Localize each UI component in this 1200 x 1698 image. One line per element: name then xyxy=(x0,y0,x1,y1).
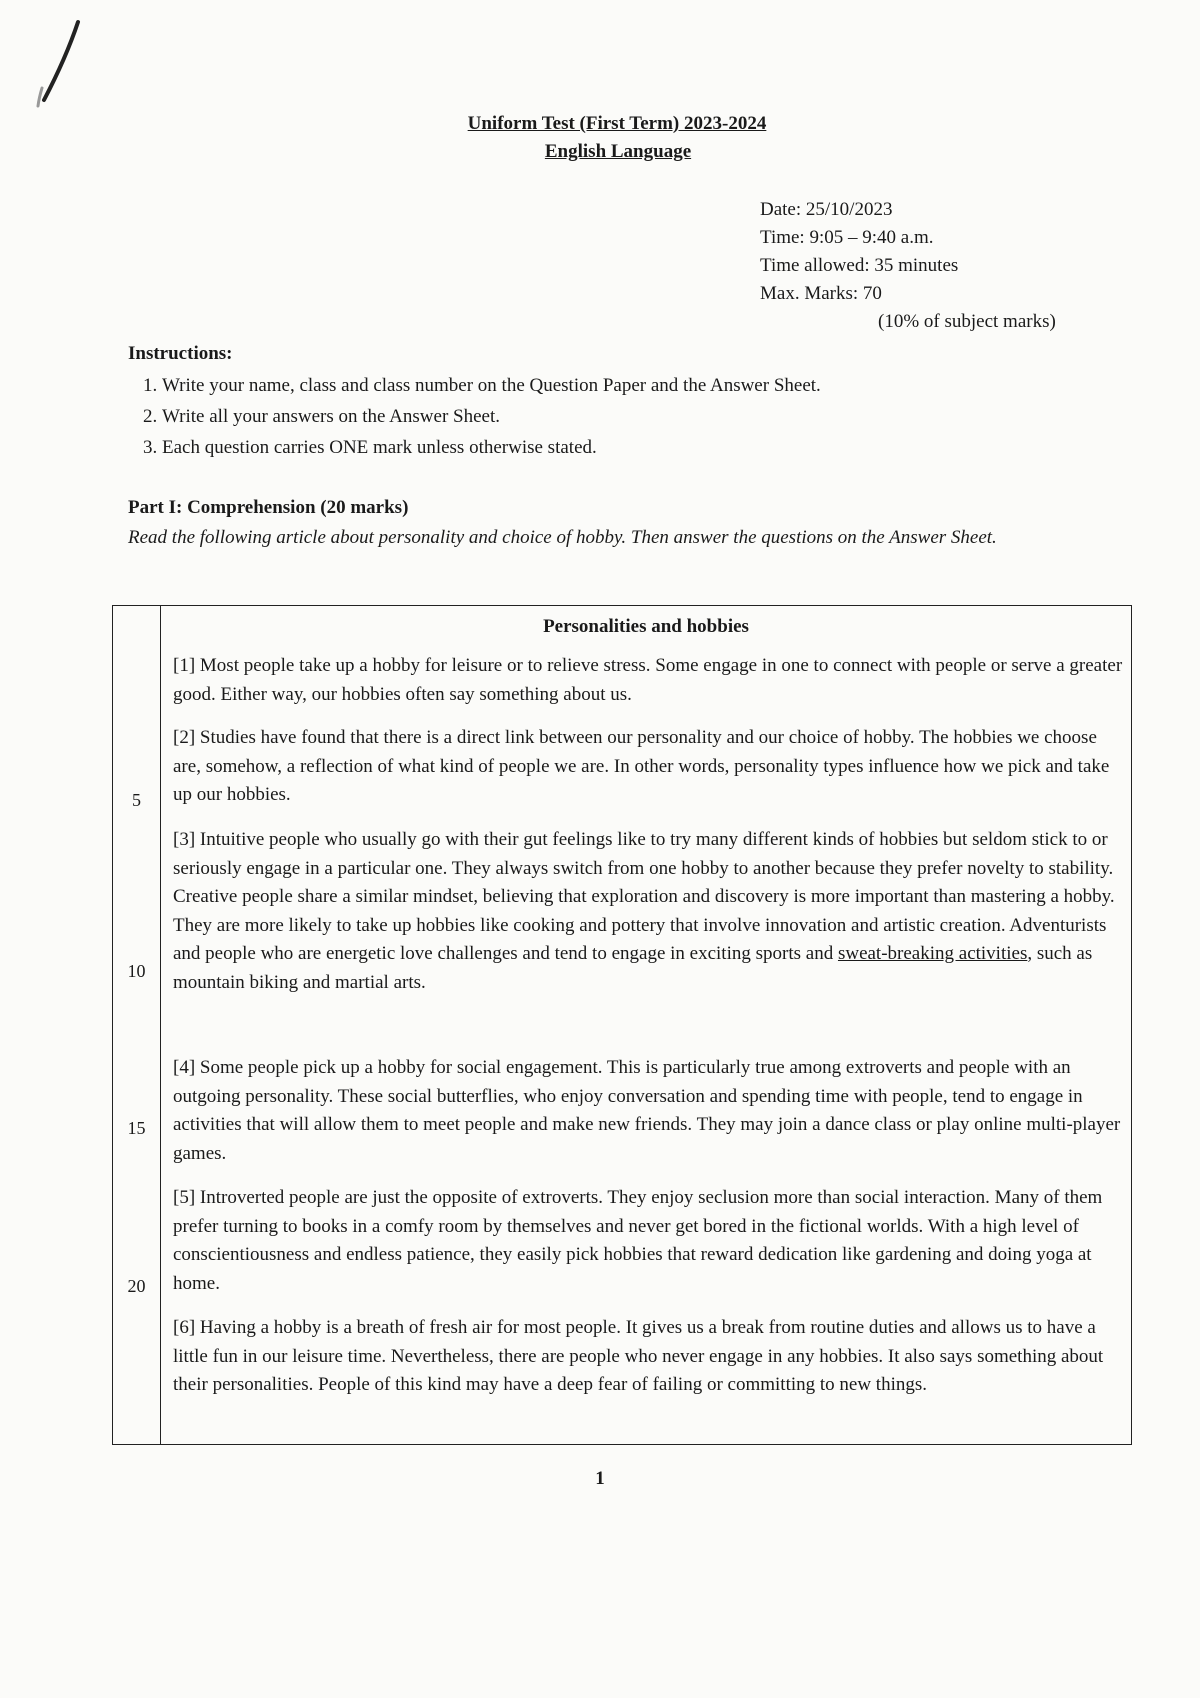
line-number-gutter xyxy=(160,606,161,1444)
time-allowed: Time allowed: 35 minutes xyxy=(760,255,959,276)
passage-box xyxy=(112,605,1132,1445)
line-number: 5 xyxy=(132,790,141,810)
exam-header xyxy=(0,110,1200,166)
paragraph-5: [5] Introverted people are just the opposite of extroverts. They enjoy seclusion more than social interaction. Many of them prefer turning to books in a comfy room by themselves and never get bored in the fictional worlds. With a high level of conscientiousness and endless patience, they easily pick hobbies that reward dedication like gardening and doing yoga at home. xyxy=(173,1187,1103,1294)
part1-direction: Read the following article about personality and choice of hobby. Then answer the questions on the Answer Sheet. xyxy=(128,527,997,548)
instructions-section xyxy=(128,340,1108,463)
underlined-phrase: sweat-breaking activities xyxy=(837,943,1028,964)
instructions-heading: Instructions: xyxy=(128,343,233,364)
instruction-item: 1. Write your name, class and class number on the Question Paper and the Answer Sheet. xyxy=(162,370,1108,401)
exam-time: Time: 9:05 – 9:40 a.m. xyxy=(760,227,934,248)
passage-title: Personalities and hobbies xyxy=(543,616,749,637)
subject-percent: (10% of subject marks) xyxy=(878,311,1056,332)
exam-subject: English Language xyxy=(544,141,692,162)
instruction-item: 2. Write all your answers on the Answer Sheet. xyxy=(162,401,1108,432)
instruction-item: 3. Each question carries ONE mark unless otherwise stated. xyxy=(162,432,1108,463)
paragraph-3-end: , such as mountain biking and martial arts. xyxy=(173,943,1093,993)
part1-section xyxy=(128,494,1118,552)
paragraph-2: [2] Studies have found that there is a direct link between our personality and our choice of hobby. The hobbies we choose are, somehow, a reflection of what kind of people we are. In other words, personality types influence how we pick and take up our hobbies. xyxy=(173,727,1110,805)
paragraph-4: [4] Some people pick up a hobby for social engagement. This is particularly true among extroverts and people with an outgoing personality. These social butterflies, who enjoy conversation and spending time with people, tend to engage in activities that will allow them to meet people and make new friends. They may join a dance class or play online multi-player games. xyxy=(173,1057,1121,1164)
pen-stroke-mark xyxy=(36,18,96,108)
line-number: 10 xyxy=(127,961,146,981)
line-number: 20 xyxy=(127,1276,146,1296)
instructions-list xyxy=(128,370,1108,463)
paragraph-3 xyxy=(173,826,1123,997)
page-number: 1 xyxy=(595,1468,605,1489)
max-marks: Max. Marks: 70 xyxy=(760,283,882,304)
paragraph-3-text: [3] Intuitive people who usually go with their gut feelings like to try many different kinds of hobbies but seldom stick to or seriously engage in a particular one. They always switch from one hobby to another because they prefer novelty to stability. Creative people share a similar mindset, believing that exploration and discovery is more important than mastering a hobby. They are more likely to take up hobbies like cooking and pottery that involve innovation and artistic creation. Adventurists and people who are energetic love challenges and tend to engage in exciting sports and xyxy=(173,829,1115,964)
paragraph-6: [6] Having a hobby is a breath of fresh air for most people. It gives us a break from routine duties and allows us to have a little fun in our leisure time. Nevertheless, there are people who never engage in any hobbies. It also says something about their personalities. People of this kind may have a deep fear of failing or committing to new things. xyxy=(173,1317,1104,1395)
exam-meta xyxy=(760,196,1056,336)
exam-title: Uniform Test (First Term) 2023-2024 xyxy=(467,113,767,134)
paragraph-1: [1] Most people take up a hobby for leisure or to relieve stress. Some engage in one to connect with people or serve a greater good. Either way, our hobbies often say something about us. xyxy=(173,655,1123,705)
part1-heading: Part I: Comprehension (20 marks) xyxy=(128,497,409,518)
line-number: 15 xyxy=(127,1118,146,1138)
exam-date: Date: 25/10/2023 xyxy=(760,199,893,220)
